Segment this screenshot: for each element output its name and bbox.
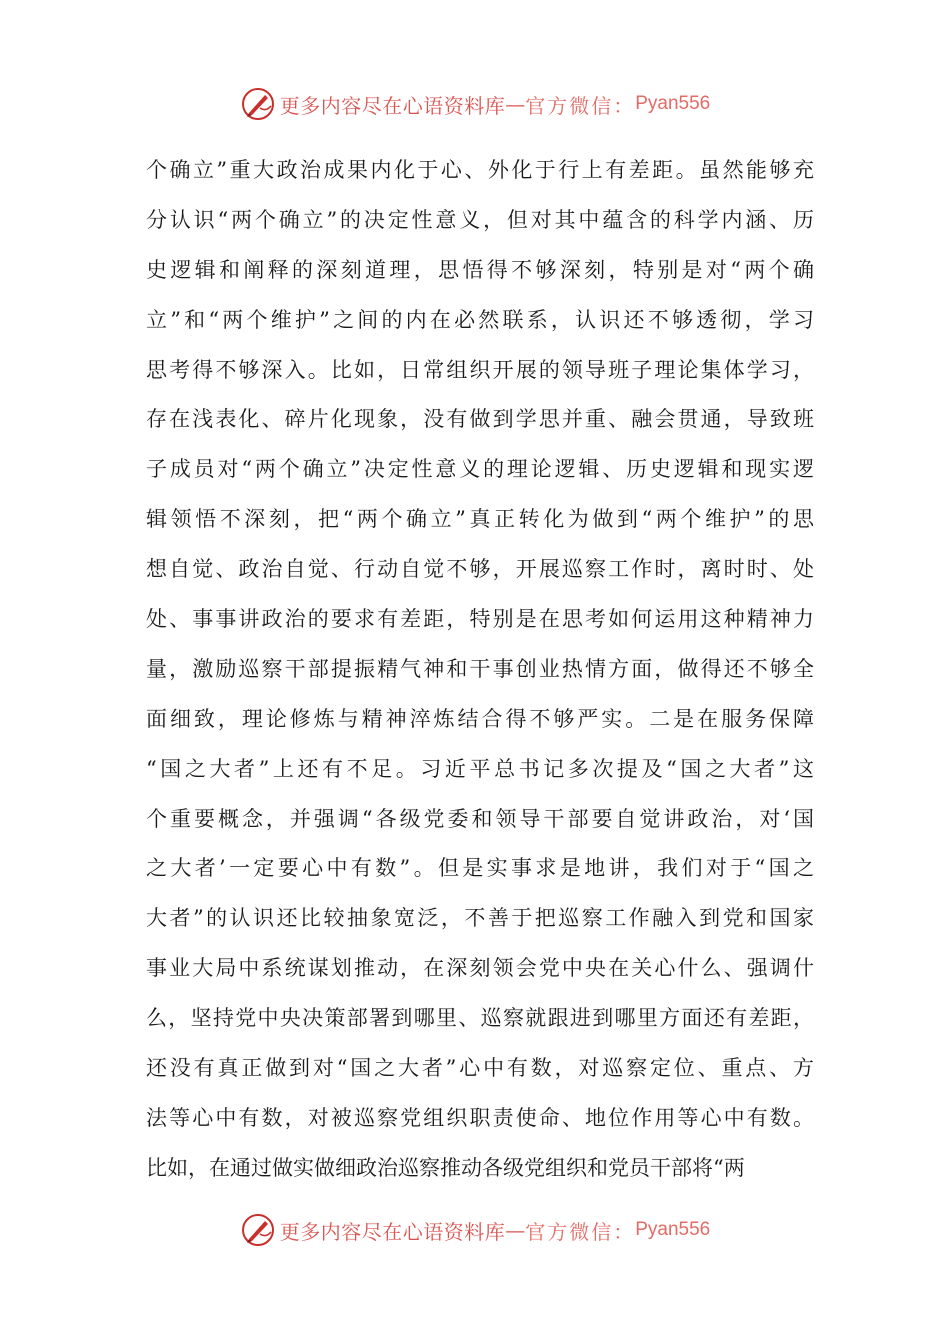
body-line: 处、事事讲政治的要求有差距，特别是在思考如何运用这种精神力 [146,607,814,632]
body-line: 个重要概念，并强调“各级党委和领导干部要自觉讲政治，对‘国 [146,806,814,831]
body-line: 立”和“两个维护”之间的内在必然联系，认识还不够透彻，学习 [146,307,814,332]
body-line: 还没有真正做到对“国之大者”心中有数，对巡察定位、重点、方 [146,1056,814,1081]
body-line: 史逻辑和阐释的深刻道理，思悟得不够深刻，特别是对“两个确 [146,257,814,282]
body-line: 想自觉、政治自觉、行动自觉不够，开展巡察工作时，离时时、处 [146,557,814,582]
body-line: 存在浅表化、碎片化现象，没有做到学思并重、融会贯通，导致班 [146,407,814,432]
body-line: “国之大者”上还有不足。习近平总书记多次提及“国之大者”这 [146,756,814,781]
body-line: 思考得不够深入。比如，日常组织开展的领导班子理论集体学习， [146,357,814,382]
banner-wechat-label: 官方微信： [525,93,636,118]
banner-wechat-handle: Pyan556 [635,1219,711,1240]
body-line: 比如，在通过做实做细政治巡察推动各级党组织和党员干部将“两 [146,1155,745,1180]
banner-dash: — [505,92,526,116]
body-line: 分认识“两个确立”的决定性意义，但对其中蕴含的科学内涵、历 [146,207,814,232]
banner-main-text: 更多内容尽在心语资料库 [279,1219,506,1244]
body-line: 子成员对“两个确立”决定性意义的理论逻辑、历史逻辑和现实逻 [146,457,814,482]
banner-main-text: 更多内容尽在心语资料库 [279,93,506,118]
body-line: 之大者’一定要心中有数”。但是实事求是地讲，我们对于“国之 [146,856,814,881]
banner-wechat-handle: Pyan556 [635,93,711,114]
footer-watermark-banner [0,1210,950,1250]
body-line: 么，坚持党中央决策部署到哪里、巡察就跟进到哪里方面还有差距， [146,1006,814,1031]
header-watermark-banner [0,84,950,124]
body-line: 量，激励巡察干部提振精气神和干事创业热情方面，做得还不够全 [146,656,814,681]
body-line: 大者”的认识还比较抽象宽泛，不善于把巡察工作融入到党和国家 [146,906,814,931]
banner-wechat-label: 官方微信： [525,1219,636,1244]
document-body [146,146,814,1194]
pen-logo-icon [240,1212,276,1248]
body-line: 法等心中有数，对被巡察党组织职责使命、地位作用等心中有数。 [146,1105,814,1130]
body-line: 事业大局中系统谋划推动，在深刻领会党中央在关心什么、强调什 [146,956,814,981]
banner-dash: — [505,1218,526,1242]
body-line: 面细致，理论修炼与精神淬炼结合得不够严实。二是在服务保障 [146,706,814,731]
pen-logo-icon [240,86,276,122]
body-line: 辑领悟不深刻，把“两个确立”真正转化为做到“两个维护”的思 [146,507,814,532]
body-line: 个确立”重大政治成果内化于心、外化于行上有差距。虽然能够充 [146,158,814,182]
